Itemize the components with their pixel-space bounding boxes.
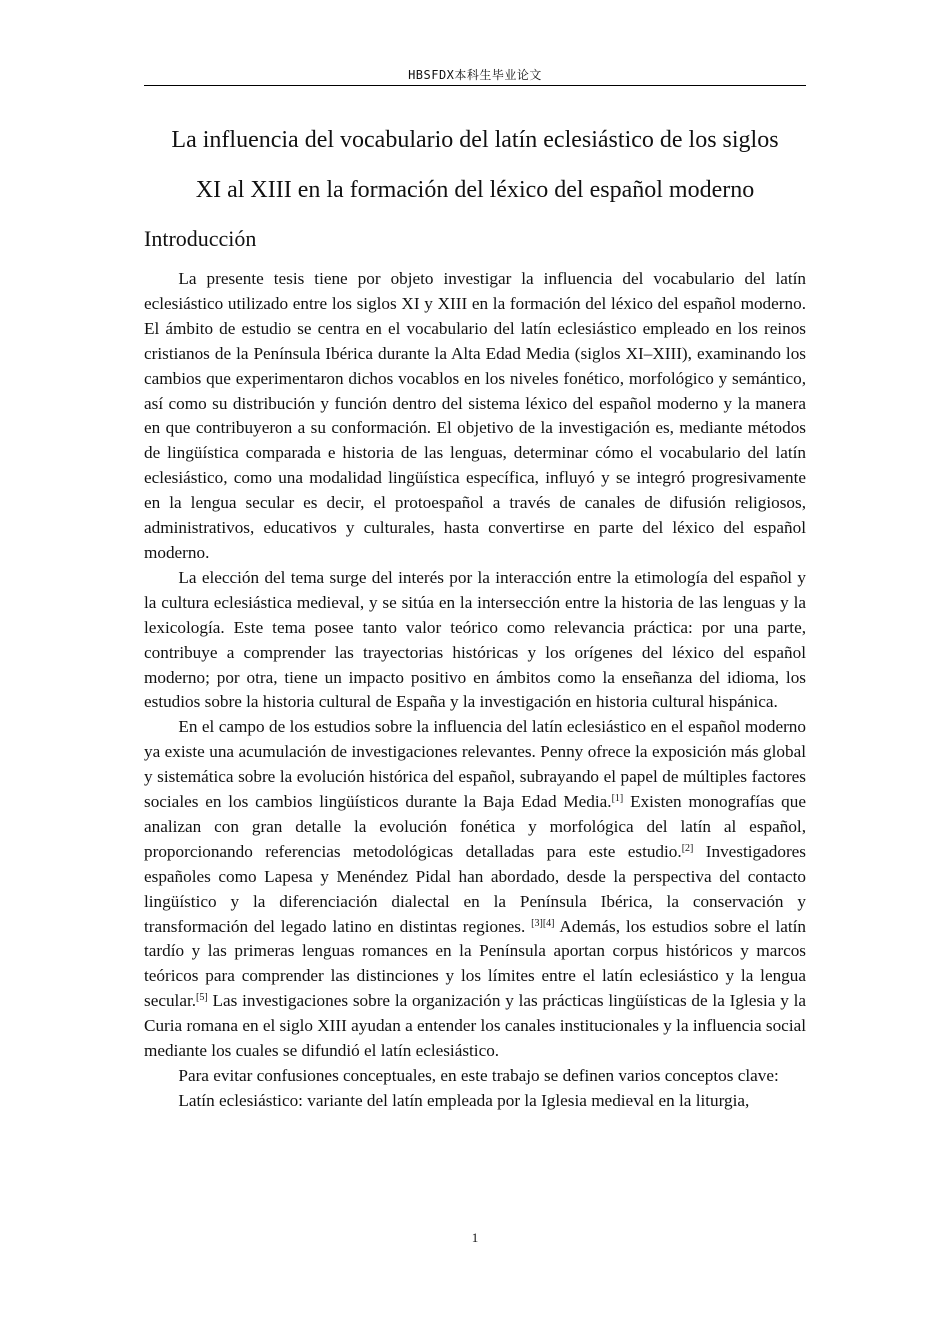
paragraph-3-text-5: Las investigaciones sobre la organización y las prácticas lingüísticas de la Iglesia y la Curia romana en el siglo XIII ayudan a entender los canales institucionales y la influencia social mediante los cuales se difundió el latín eclesiástico. <box>144 991 806 1061</box>
paragraph-1: La presente tesis tiene por objeto investigar la influencia del vocabulario del latín eclesiástico utilizado entre los siglos XI y XIII en la formación del léxico del español moderno. El ámbito de estudio se centra en el vocabulario del latín eclesiástico empleado en los reinos cristianos de la Península Ibérica durante la Alta Edad Media (siglos XI–XIII), examinando los cambios que experimentaron dichos vocablos en los niveles fonético, morfológico y semántico, así como su distribución y función dentro del sistema léxico del español moderno y la manera en que contribuyeron a su conformación. El objetivo de la investigación es, mediante métodos de lingüística comparada e historia de las lenguas, determinar cómo el vocabulario del latín eclesiástico, como una modalidad lingüística específica, influyó y se integró progresivamente en la lengua secular es decir, el protoespañol a través de canales de difusión religiosos, administrativos, educativos y culturales, hasta convertirse en parte del léxico del español moderno. <box>144 269 806 562</box>
thesis-title-line-2: XI al XIII en la formación del léxico del español moderno <box>195 177 755 203</box>
paragraph-4: Para evitar confusiones conceptuales, en este trabajo se definen varios conceptos clave: <box>178 1066 779 1085</box>
thesis-title-line-1: La influencia del vocabulario del latín eclesiástico de los siglos <box>171 127 779 153</box>
page-content <box>144 115 806 1114</box>
paragraph-3-text-3: Investigadores españoles como Lapesa y Menéndez Pidal han abordado, desde la perspectiva del contacto lingüístico y la diferenciación dialectal en la Península Ibérica, la conservación y transformación del legado latino en distintas regiones. <box>144 841 806 936</box>
paragraph-2: La elección del tema surge del interés por la interacción entre la etimología del español y la cultura eclesiástica medieval, y se sitúa en la intersección entre la historia de las lenguas y la lexicología. Este tema posee tanto valor teórico como relevancia práctica: por una parte, contribuye a comprender las trayectorias históricas y los orígenes del léxico del español moderno; por otra, tiene un impacto positivo en ámbitos como la enseñanza del idioma, los estudios sobre la historia cultural de España y la investigación en historia cultural hispánica. <box>144 567 806 712</box>
citation-2: [2] <box>681 842 694 854</box>
running-header: HBSFDX本科生毕业论文 <box>408 68 542 82</box>
paragraph-3 <box>144 715 806 1064</box>
header-rule <box>144 85 806 86</box>
paragraph-3-text-4: Además, los estudios sobre el latín tardío y las primeras lenguas romances en la Península aportan corpus históricos y marcos teóricos para comprender las distinciones y los límites entre el latín eclesiástico y la lengua secular. <box>144 916 806 1011</box>
section-heading-introduccion: Introducción <box>144 226 257 251</box>
citation-1: [1] <box>611 793 624 805</box>
paragraph-5: Latín eclesiástico: variante del latín empleada por la Iglesia medieval en la liturgia, <box>178 1090 750 1110</box>
citation-5: [5] <box>196 992 208 1004</box>
citation-3-4: [3][4] <box>531 917 555 929</box>
paragraph-3-text-1: En el campo de los estudios sobre la influencia del latín eclesiástico en el español moderno ya existe una acumulación de investigaciones relevantes. Penny ofrece la exposición más global y sistemática sobre la evolución histórica del español, subrayando el papel de múltiples factores sociales en los cambios lingüísticos durante la Baja Edad Media. <box>144 717 806 812</box>
page-number: 1 <box>471 1230 479 1245</box>
paragraph-3-text-2: Existen monografías que analizan con gran detalle la evolución fonética y morfológica del latín al español, proporcionando referencias metodológicas detalladas para este estudio. <box>144 792 806 861</box>
body-text <box>144 267 806 1114</box>
thesis-title <box>144 115 806 215</box>
